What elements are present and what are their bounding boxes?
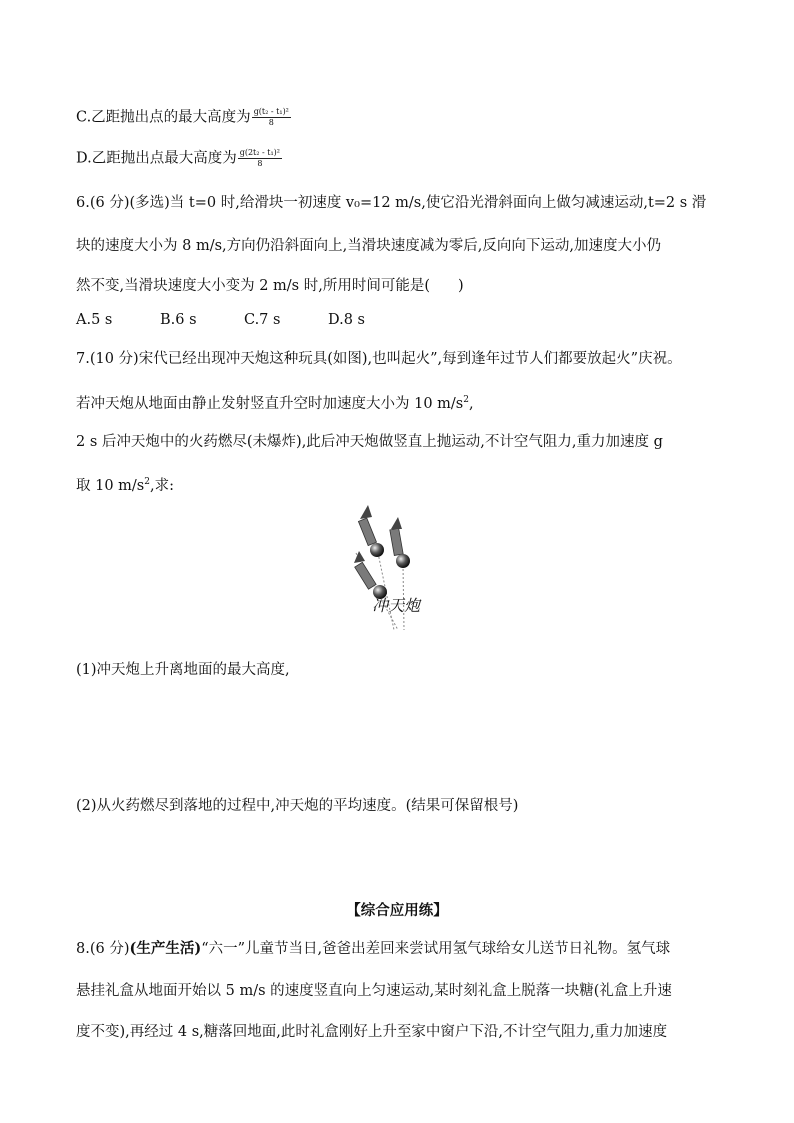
option-c-denominator: 8	[268, 118, 274, 127]
q6-line-3-close: )	[458, 278, 464, 294]
q7-sub-question-2: (2)从火药燃尽到落地的过程中,冲天炮的平均速度。(结果可保留根号)	[76, 798, 519, 814]
rocket-3	[354, 551, 387, 599]
option-d-numerator: g(2t₂ - t₁)²	[239, 148, 281, 157]
q8-tag: (生产生活)	[129, 940, 202, 957]
figure-label: 冲天炮	[372, 596, 421, 615]
option-d-text: D.乙距抛出点最大高度为	[76, 150, 237, 167]
q7-line-4-text: 取 10 m/s	[76, 478, 145, 494]
q6-line-3-text: 然不变,当滑块速度大小变为 2 m/s 时,所用时间可能是(	[76, 278, 431, 294]
option-c-fraction	[252, 107, 291, 128]
rocket-2	[390, 517, 410, 568]
q8-line-1	[76, 939, 670, 959]
section-heading: 【综合应用练】	[346, 902, 448, 919]
option-c-numerator: g(t₂ - t₁)²	[253, 107, 289, 116]
option-d-fraction	[238, 148, 282, 169]
q6-options	[76, 310, 412, 330]
q6-line-2: 块的速度大小为 8 m/s,方向仍沿斜面向上,当滑块速度减为零后,反向向下运动,加速度大小仍	[76, 238, 661, 254]
q7-line-2	[76, 390, 474, 414]
q7-line-4-end: ,求:	[149, 478, 174, 494]
q8-line-1-text: “六一”儿童节当日,爸爸出差回来尝试用氢气球给女儿送节日礼物。氢气球	[201, 941, 671, 957]
option-d-denominator: 8	[257, 159, 263, 168]
q8-line-2: 悬挂礼盒从地面开始以 5 m/s 的速度竖直向上匀速运动,某时刻礼盒上脱落一块糖(礼盒上升速	[76, 983, 672, 999]
q6-line-1: 6.(6 分)(多选)当 t=0 时,给滑块一初速度 v₀=12 m/s,使它沿光滑斜面向上做匀减速运动,t=2 s 滑	[76, 195, 707, 211]
rocket-1	[358, 505, 384, 557]
q7-line-2-end: ,	[468, 396, 474, 412]
q6-line-3	[76, 276, 464, 296]
q7-line-4	[76, 472, 174, 496]
q8-prefix: 8.(6 分)	[76, 941, 130, 957]
q7-line-2-superscript: 2	[463, 395, 469, 405]
q6-option-d: D.8 s	[328, 312, 365, 328]
q8-line-3: 度不变),再经过 4 s,糖落回地面,此时礼盒刚好上升至家中窗户下沿,不计空气阻力,重力加速度	[76, 1024, 668, 1040]
q6-option-a: A.5 s	[76, 312, 113, 328]
option-c-text: C.乙距抛出点的最大高度为	[76, 109, 251, 126]
q7-line-4-superscript: 2	[144, 477, 150, 487]
q6-option-b: B.6 s	[160, 312, 197, 328]
q7-line-3: 2 s 后冲天炮中的火药燃尽(未爆炸),此后冲天炮做竖直上抛运动,不计空气阻力,重力加速度 g	[76, 434, 663, 450]
q7-line-1: 7.(10 分)宋代已经出现冲天炮这种玩具(如图),也叫起火”,每到逢年过节人们都要放起火”庆祝。	[76, 351, 682, 367]
option-d	[76, 148, 282, 169]
q6-option-c: C.7 s	[244, 312, 281, 328]
q7-line-2-text: 若冲天炮从地面由静止发射竖直升空时加速度大小为 10 m/s	[76, 396, 464, 412]
q7-sub-question-1: (1)冲天炮上升离地面的最大高度,	[76, 662, 290, 678]
option-c	[76, 107, 291, 128]
